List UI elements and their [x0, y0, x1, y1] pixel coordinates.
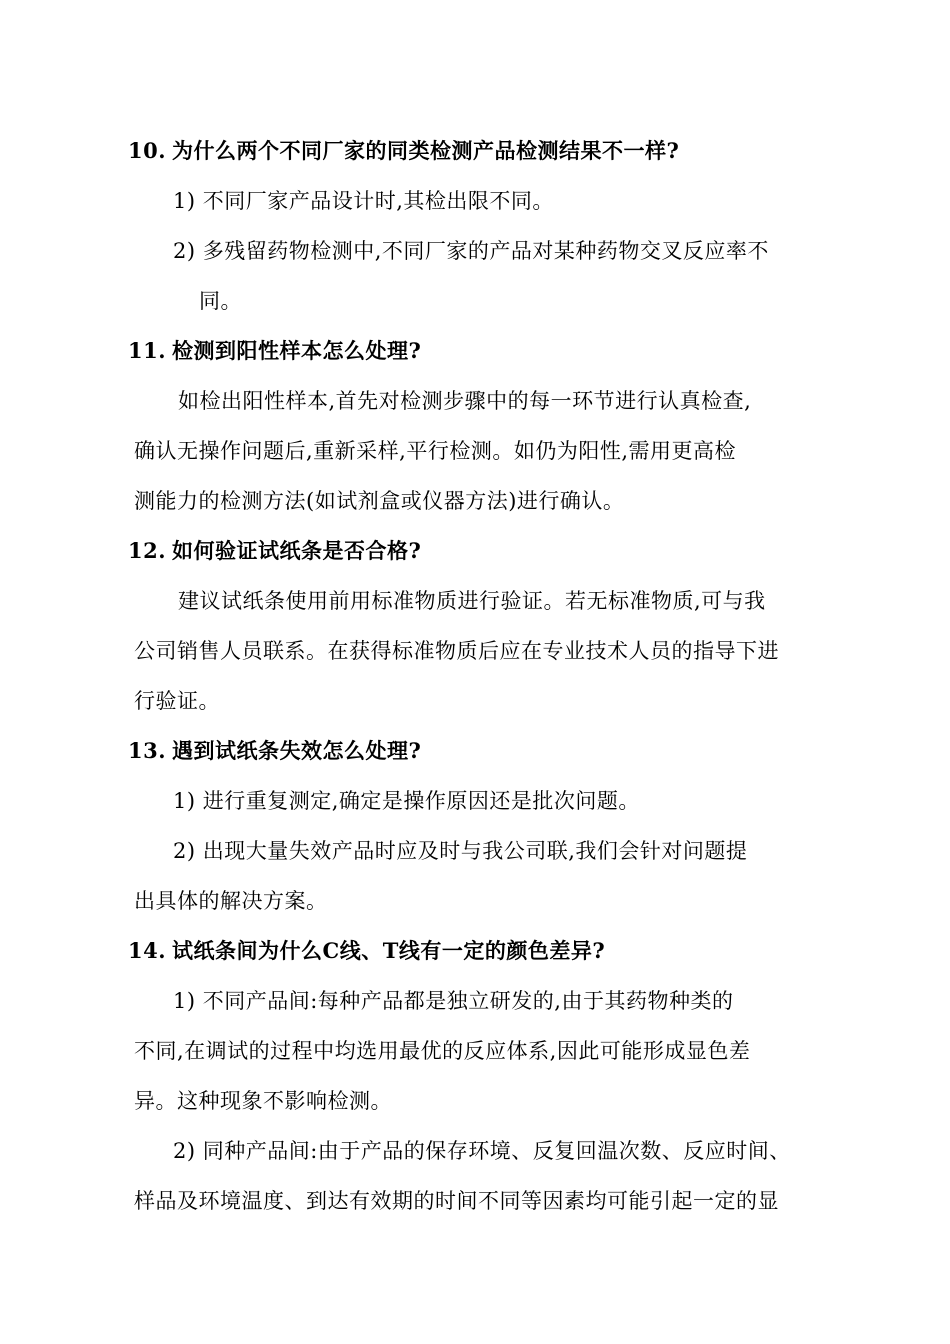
answer-line: 1) 进行重复测定,确定是操作原因还是批次问题。 [173, 789, 640, 813]
answer-line: 不同,在调试的过程中均选用最优的反应体系,因此可能形成显色差 [134, 1039, 751, 1063]
answer-line: 1) 不同厂家产品设计时,其检出限不同。 [173, 189, 554, 213]
answer-line: 异。这种现象不影响检测。 [134, 1089, 392, 1113]
question-text: 试纸条间为什么C线、T线有一定的颜色差异? [172, 938, 606, 963]
question-heading-13 [128, 736, 421, 766]
answer-line: 同。 [199, 289, 242, 313]
answer-line: 建议试纸条使用前用标准物质进行验证。若无标准物质,可与我 [178, 589, 766, 613]
question-number: 13. [128, 738, 167, 763]
answer-line: 2) 出现大量失效产品时应及时与我公司联,我们会针对问题提 [173, 839, 748, 863]
answer-line: 2) 多残留药物检测中,不同厂家的产品对某种药物交叉反应率不 [173, 239, 769, 263]
answer-line: 1) 不同产品间:每种产品都是独立研发的,由于其药物种类的 [173, 989, 734, 1013]
question-heading-11 [128, 336, 421, 366]
question-text: 为什么两个不同厂家的同类检测产品检测结果不一样? [172, 138, 680, 163]
question-number: 11. [128, 338, 167, 363]
question-text: 如何验证试纸条是否合格? [172, 538, 422, 563]
question-heading-14 [128, 936, 605, 966]
question-number: 10. [128, 138, 167, 163]
answer-line: 公司销售人员联系。在获得标准物质后应在专业技术人员的指导下进 [134, 639, 779, 663]
question-heading-10 [128, 136, 679, 166]
answer-line: 测能力的检测方法(如试剂盒或仪器方法)进行确认。 [134, 489, 625, 513]
answer-line: 如检出阳性样本,首先对检测步骤中的每一环节进行认真检查, [178, 389, 752, 413]
question-text: 检测到阳性样本怎么处理? [172, 338, 422, 363]
question-number: 14. [128, 938, 167, 963]
answer-line: 样品及环境温度、到达有效期的时间不同等因素均可能引起一定的显 [134, 1189, 779, 1213]
answer-line: 2) 同种产品间:由于产品的保存环境、反复回温次数、反应时间、 [173, 1139, 791, 1163]
question-number: 12. [128, 538, 167, 563]
question-heading-12 [128, 536, 421, 566]
answer-line: 出具体的解决方案。 [134, 889, 328, 913]
answer-line: 行验证。 [134, 689, 220, 713]
question-text: 遇到试纸条失效怎么处理? [172, 738, 422, 763]
answer-line: 确认无操作问题后,重新采样,平行检测。如仍为阳性,需用更高检 [134, 439, 737, 463]
